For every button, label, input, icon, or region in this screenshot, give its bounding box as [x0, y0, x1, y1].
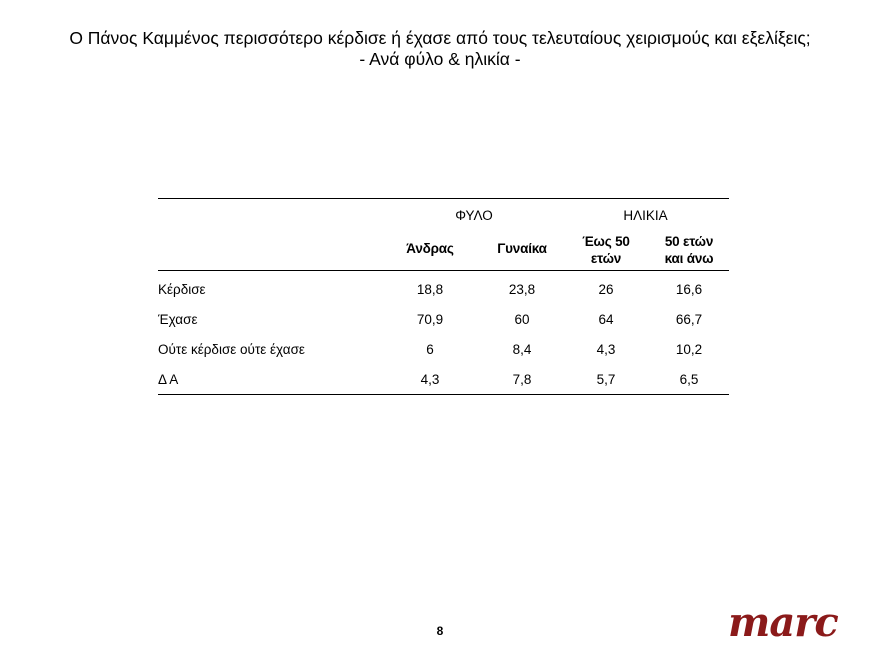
- row-label: Κέρδισε: [158, 282, 206, 297]
- cell-value: 10,2: [675, 342, 703, 357]
- row-label: Έχασε: [158, 312, 198, 327]
- page-title: [0, 28, 880, 70]
- row-label: Ούτε κέρδισε ούτε έχασε: [158, 342, 305, 357]
- header-under-50-line2: ετών: [590, 251, 622, 266]
- column-header: [158, 229, 729, 271]
- cell-value: 60: [514, 312, 530, 327]
- cell-value: 26: [598, 282, 614, 297]
- results-table: [158, 198, 729, 395]
- cell-value: 16,6: [675, 282, 703, 297]
- title-line-2: - Ανά φύλο & ηλικία -: [359, 49, 521, 69]
- logo-text: marc: [728, 599, 838, 644]
- row-label: Δ Α: [158, 372, 179, 387]
- cell-value: 23,8: [508, 282, 536, 297]
- page-number: 8: [436, 624, 444, 638]
- table-row: [158, 272, 729, 302]
- group-gender: ΦΥΛΟ: [455, 208, 493, 223]
- cell-value: 66,7: [675, 312, 703, 327]
- table-row: [158, 362, 729, 392]
- header-female: Γυναίκα: [497, 241, 547, 256]
- cell-value: 6: [426, 342, 434, 357]
- cell-value: 7,8: [512, 372, 532, 387]
- cell-value: 8,4: [512, 342, 532, 357]
- header-male: Άνδρας: [406, 241, 454, 256]
- cell-value: 64: [598, 312, 614, 327]
- table-row: [158, 302, 729, 332]
- marc-logo: [726, 598, 860, 644]
- cell-value: 18,8: [416, 282, 444, 297]
- header-50-plus-line2: και άνω: [664, 251, 714, 266]
- header-50-plus: [648, 233, 730, 267]
- cell-value: 5,7: [596, 372, 616, 387]
- header-50-plus-line1: 50 ετών: [664, 234, 714, 249]
- title-line-1: Ο Πάνος Καμμένος περισσότερο κέρδισε ή έχασε από τους τελευταίους χειρισμούς και εξελίξεις;: [69, 28, 811, 48]
- table-body: [158, 271, 729, 394]
- header-under-50-line1: Έως 50: [582, 234, 630, 249]
- cell-value: 4,3: [596, 342, 616, 357]
- group-age: ΗΛΙΚΙΑ: [623, 208, 668, 223]
- cell-value: 6,5: [679, 372, 699, 387]
- cell-value: 70,9: [416, 312, 444, 327]
- cell-value: 4,3: [420, 372, 440, 387]
- table-row: [158, 332, 729, 362]
- column-group-header: [158, 199, 729, 229]
- header-under-50: [566, 233, 646, 267]
